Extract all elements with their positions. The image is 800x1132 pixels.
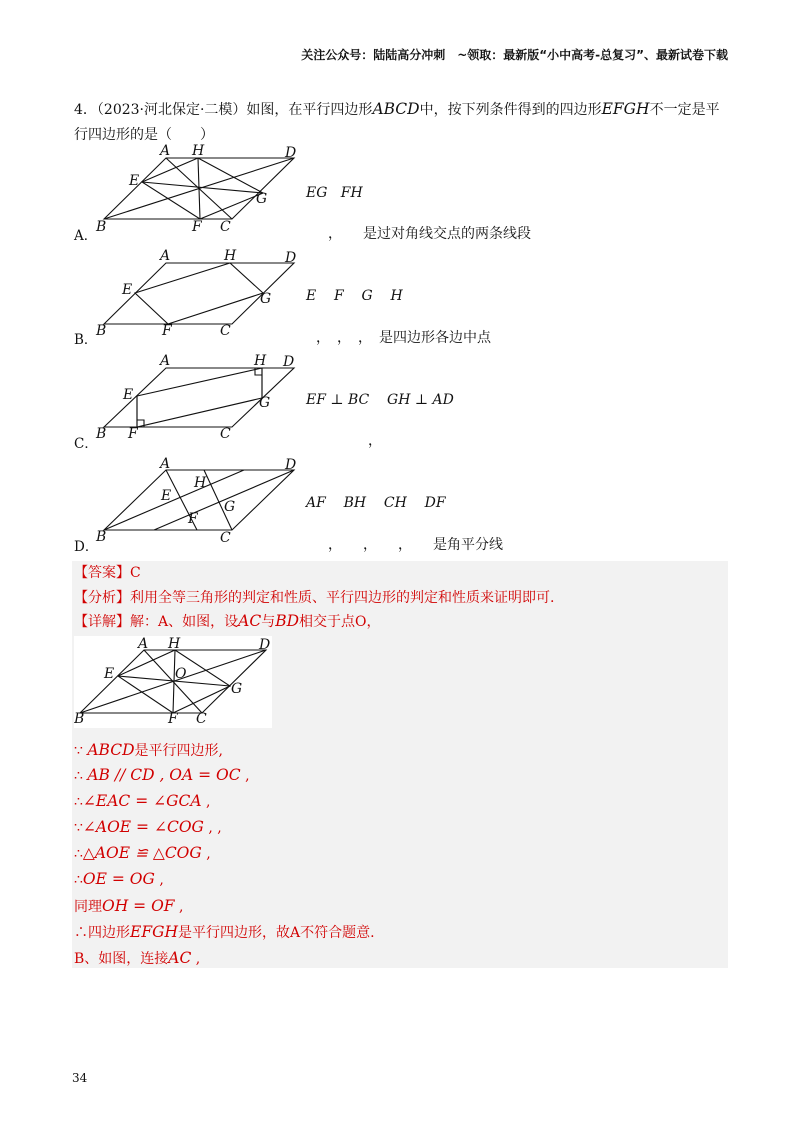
label-c: C: [220, 323, 231, 339]
option-b-tail: ， ， ， 是四边形各边中点: [316, 330, 491, 346]
label-f: F: [168, 711, 178, 727]
figure-option-d: [74, 453, 314, 548]
label-e: E: [123, 387, 134, 403]
option-c-tail: ，: [368, 433, 382, 449]
q-end1: 不一定是平: [649, 102, 720, 118]
option-d-tail: ， ， ， 是角平分线: [328, 537, 503, 553]
proof-line-5: ∴△AOE ≌ △COG ,: [74, 844, 211, 862]
label-f: F: [162, 323, 172, 339]
quad-efgh: [137, 368, 262, 427]
option-a-tail: ， 是过对角线交点的两条线段: [328, 226, 531, 242]
label-h: H: [168, 636, 181, 652]
option-a-letter: A．: [74, 228, 98, 244]
label-d: D: [285, 457, 297, 473]
proof-line-4: ∵∠AOE = ∠COG , ,: [74, 818, 222, 836]
label-h: H: [192, 143, 205, 159]
label-f: F: [128, 426, 138, 442]
page-number: 34: [72, 1071, 88, 1085]
label-a: A: [160, 353, 171, 369]
figure-option-c: [74, 351, 314, 446]
option-a-math: EG FH: [306, 185, 363, 201]
detail-line: 【详解】解：A、如图，设AC与BD相交于点O，: [74, 612, 381, 630]
label-h: H: [194, 475, 207, 491]
quad-efgh: [142, 158, 263, 219]
label-f: F: [188, 511, 198, 527]
proof-line-2: ∴ AB // CD , OA = OC ,: [74, 766, 250, 784]
option-d-letter: D．: [74, 539, 99, 555]
label-b: B: [96, 323, 107, 339]
label-o: O: [175, 666, 187, 682]
label-a: A: [160, 456, 171, 472]
label-g: G: [259, 395, 271, 411]
solution-figure: [74, 636, 272, 728]
label-a: A: [160, 248, 171, 264]
figure-option-b: [74, 246, 314, 341]
figure-option-a: [74, 143, 314, 238]
label-b: B: [96, 219, 107, 235]
option-b-math: E F G H: [306, 288, 403, 304]
label-g: G: [231, 681, 243, 697]
quad-efgh: [135, 263, 263, 324]
label-c: C: [220, 219, 231, 235]
option-c-math: EF ⊥ BC GH ⊥ AD: [306, 392, 454, 408]
label-g: G: [256, 191, 268, 207]
label-e: E: [122, 282, 133, 298]
label-b: B: [96, 426, 107, 442]
proof-line-9: B、如图，连接AC ,: [74, 949, 201, 967]
label-a: A: [138, 636, 149, 652]
question-stem: [74, 97, 728, 148]
label-b: B: [96, 529, 107, 545]
label-e: E: [104, 666, 115, 682]
label-h: H: [254, 353, 267, 369]
label-b: B: [74, 711, 85, 727]
option-b-letter: B．: [74, 332, 98, 348]
answer-line: 【答案】C: [74, 565, 141, 581]
option-d-math: AF BH CH DF: [306, 495, 446, 511]
label-d: D: [259, 637, 271, 653]
label-d: D: [283, 354, 295, 370]
proof-line-8: ∴四边形EFGH是平行四边形，故A不符合题意.: [74, 923, 375, 941]
q-line2: 行四边形的是（ ）: [74, 127, 214, 143]
label-g: G: [224, 499, 236, 515]
label-f: F: [192, 219, 202, 235]
label-e: E: [161, 488, 172, 504]
option-c-letter: C．: [74, 436, 98, 452]
label-c: C: [220, 530, 231, 546]
label-d: D: [285, 250, 297, 266]
label-g: G: [260, 291, 272, 307]
proof-line-7: 同理OH = OF ,: [74, 897, 184, 915]
label-c: C: [220, 426, 231, 442]
label-h: H: [224, 248, 237, 264]
header-note: 关注公众号：陆陆高分冲刺 ~领取：最新版“小中高考-总复习”、最新试卷下载: [301, 48, 728, 62]
question-number: 4．（2023·河北保定·二模）如图，在平行四边形: [74, 102, 373, 118]
analysis-line: 【分析】利用全等三角形的判定和性质、平行四边形的判定和性质来证明即可.: [74, 590, 555, 606]
q-efgh: EFGH: [601, 100, 650, 118]
label-c: C: [196, 711, 207, 727]
proof-line-1: ∵ ABCD是平行四边形,: [74, 741, 223, 759]
label-e: E: [129, 173, 140, 189]
proof-line-6: ∴OE = OG ,: [74, 870, 164, 888]
q-abcd: ABCD: [372, 100, 420, 118]
proof-line-3: ∴∠EAC = ∠GCA ,: [74, 792, 211, 810]
label-d: D: [285, 145, 297, 161]
q-mid: 中，按下列条件得到的四边形: [419, 102, 602, 118]
label-a: A: [160, 143, 171, 159]
